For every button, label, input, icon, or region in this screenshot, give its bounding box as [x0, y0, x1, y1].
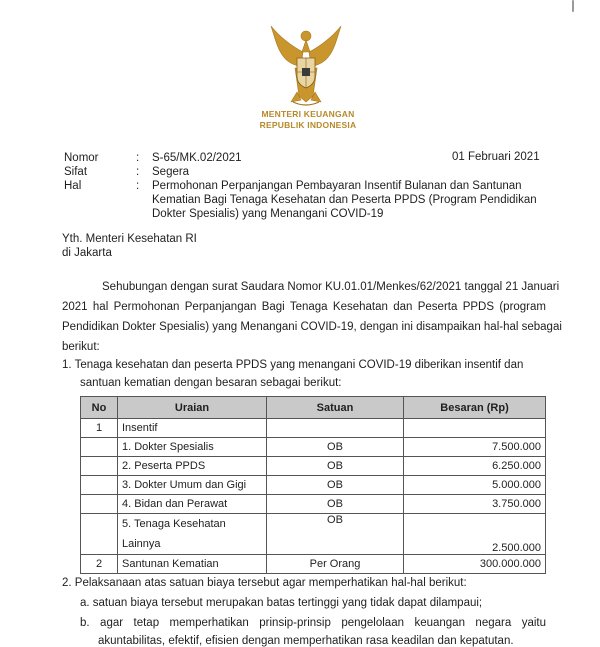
cell-besaran: 300.000.000: [404, 555, 546, 574]
cell-satuan: OB: [267, 495, 404, 514]
list-item-2: 2. Pelaksanaan atas satuan biaya tersebut agar memperhatikan hal-hal berikut:: [62, 577, 467, 589]
table-row: [81, 438, 546, 457]
cell-besaran: 5.000.000: [404, 476, 546, 495]
colon: :: [136, 152, 140, 164]
para-line: Pendidikan Dokter Spesialis) yang Menangani COVID-19, dengan ini disampaikan hal-hal sebagai: [62, 321, 562, 333]
cell-no: [81, 476, 118, 495]
cell-besaran: 2.500.000: [404, 514, 546, 555]
benefit-table: [80, 396, 546, 574]
sifat-label: Sifat: [64, 166, 88, 178]
addressee-city: di Jakarta: [62, 247, 112, 259]
cell-satuan: OB: [267, 457, 404, 476]
colon: :: [136, 166, 140, 178]
list-item-2b-cont: akuntabilitas, efektif, efisien dengan memperhatikan rasa keadilan dan kepatutan.: [98, 635, 514, 647]
cell-no: 1: [81, 419, 118, 438]
opening-paragraph: [62, 277, 562, 357]
cell-uraian-line1: 5. Tenaga Kesehatan: [122, 518, 226, 530]
sifat-value: Segera: [152, 166, 190, 178]
cell-uraian-line2: Lainnya: [122, 538, 161, 550]
cell-satuan: OB: [267, 438, 404, 457]
table-header-row: [81, 397, 546, 419]
col-header-no: No: [81, 397, 118, 419]
list-item-2a: a. satuan biaya tersebut merupakan batas tertinggi yang tidak dapat dilampaui;: [80, 597, 483, 609]
cell-satuan: OB: [267, 476, 404, 495]
table-row: [81, 419, 546, 438]
cell-uraian: Insentif: [118, 419, 267, 438]
col-header-uraian: Uraian: [118, 397, 267, 419]
cell-satuan: OB: [267, 514, 404, 555]
hal-line2: Kematian Bagi Tenaga Kesehatan dan Peserta PPDS (Program Pendidikan: [152, 194, 537, 206]
cell-satuan: Per Orang: [267, 555, 404, 574]
list-item-1: 1. Tenaga kesehatan dan peserta PPDS yang menangani COVID-19 diberikan insentif dan: [62, 359, 524, 371]
table-row: [81, 555, 546, 574]
table-row: [81, 514, 546, 555]
cell-no: [81, 514, 118, 555]
cell-besaran: [404, 419, 546, 438]
para-line: 2021 hal Permohonan Perpanjangan Bagi Tenaga Kesehatan dan Peserta PPDS (program: [62, 301, 546, 313]
letter-date: 01 Februari 2021: [452, 151, 540, 163]
cell-no: [81, 457, 118, 476]
list-item-1-cont: santuan kematian dengan besaran sebagai berikut:: [80, 377, 342, 389]
nomor-value: S-65/MK.02/2021: [152, 152, 242, 164]
cell-uraian: 1. Dokter Spesialis: [118, 438, 267, 457]
hal-label: Hal: [64, 180, 82, 192]
para-line: berikut:: [62, 341, 100, 353]
cell-no: [81, 438, 118, 457]
scrollbar-thumb[interactable]: [572, 0, 574, 12]
cell-uraian: 2. Peserta PPDS: [118, 457, 267, 476]
nomor-label: Nomor: [64, 152, 99, 164]
cell-no: [81, 495, 118, 514]
list-item-2b: b. agar tetap memperhatikan prinsip-prinsip pengelolaan keuangan negara yaitu: [80, 617, 546, 629]
letterhead-line1: MENTERI KEUANGAN: [261, 109, 355, 119]
para-line: Sehubungan dengan surat Saudara Nomor KU.01.01/Menkes/62/2021 tanggal 21 Januari: [102, 281, 560, 293]
cell-uraian: [118, 514, 267, 555]
cell-besaran: 7.500.000: [404, 438, 546, 457]
col-header-satuan: Satuan: [267, 397, 404, 419]
cell-besaran: 6.250.000: [404, 457, 546, 476]
hal-line1: Permohonan Perpanjangan Pembayaran Insentif Bulanan dan Santunan: [152, 180, 522, 192]
table-row: [81, 476, 546, 495]
cell-satuan: [267, 419, 404, 438]
cell-no: 2: [81, 555, 118, 574]
colon: :: [136, 180, 140, 192]
cell-uraian: 4. Bidan dan Perawat: [118, 495, 267, 514]
garuda-emblem-icon: [267, 22, 345, 106]
letterhead-line2: REPUBLIK INDONESIA: [259, 120, 357, 130]
hal-line3: Dokter Spesialis) yang Menangani COVID-19: [152, 208, 384, 220]
table-row: [81, 495, 546, 514]
cell-besaran: 3.750.000: [404, 495, 546, 514]
cell-uraian: Santunan Kematian: [118, 555, 267, 574]
addressee: Yth. Menteri Kesehatan RI: [62, 233, 197, 245]
cell-uraian: 3. Dokter Umum dan Gigi: [118, 476, 267, 495]
col-header-besaran: Besaran (Rp): [404, 397, 546, 419]
table-row: [81, 457, 546, 476]
